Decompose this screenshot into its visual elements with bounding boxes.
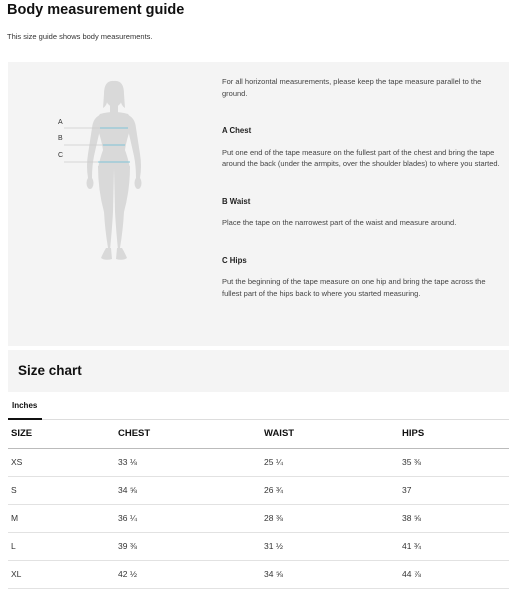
table-row <box>8 476 509 504</box>
measure-label-b: B <box>58 135 63 142</box>
page-subtitle: This size guide shows body measurements. <box>7 32 153 41</box>
column-header-chest: CHEST <box>115 420 261 448</box>
table-header-row <box>8 420 509 448</box>
tab-inches[interactable]: Inches <box>8 396 42 420</box>
column-header-waist: WAIST <box>261 420 399 448</box>
chest-cell: 39 ⅜ <box>115 532 261 560</box>
hips-cell: 41 ¾ <box>399 532 509 560</box>
chest-title: A Chest <box>222 126 252 135</box>
size-chart-header <box>8 350 509 392</box>
column-header-size: SIZE <box>8 420 115 448</box>
hips-cell: 38 ⅝ <box>399 504 509 532</box>
waist-cell: 25 ¼ <box>261 448 399 476</box>
hips-text: Put the beginning of the tape measure on one hip and bring the tape across the fullest part of the hips back to where you started measuring. <box>222 277 486 298</box>
size-cell: XL <box>8 560 115 588</box>
size-cell: S <box>8 476 115 504</box>
hips-cell: 44 ⅞ <box>399 560 509 588</box>
body-figure <box>8 62 218 346</box>
chest-text: Put one end of the tape measure on the fullest part of the chest and bring the tape around the back (under the armpits, over the shoulder blades) to where you started. <box>222 147 500 168</box>
waist-title: B Waist <box>222 196 251 206</box>
body-silhouette-illustration <box>8 62 218 346</box>
waist-cell: 31 ½ <box>261 532 399 560</box>
table-row <box>8 532 509 560</box>
waist-text: Place the tape on the narrowest part of the waist and measure around. <box>222 218 457 227</box>
waist-cell: 26 ¾ <box>261 476 399 504</box>
size-cell: XS <box>8 448 115 476</box>
measure-label-a: A <box>58 119 63 126</box>
table-row <box>8 504 509 532</box>
size-cell: M <box>8 504 115 532</box>
table-row <box>8 448 509 476</box>
unit-tabs <box>8 396 509 420</box>
size-cell: L <box>8 532 115 560</box>
measure-label-c: C <box>58 152 64 159</box>
chest-cell: 34 ⅝ <box>115 476 261 504</box>
hips-cell: 37 <box>399 476 509 504</box>
waist-cell: 34 ⅝ <box>261 560 399 588</box>
column-header-hips: HIPS <box>399 420 509 448</box>
chest-cell: 36 ¼ <box>115 504 261 532</box>
hips-cell: 35 ⅜ <box>399 448 509 476</box>
measurement-instructions <box>222 76 500 325</box>
waist-cell: 28 ⅜ <box>261 504 399 532</box>
chest-cell: 42 ½ <box>115 560 261 588</box>
page-title: Body measurement guide <box>7 2 185 18</box>
measurement-guide-panel <box>8 62 509 346</box>
size-chart-title: Size chart <box>18 363 82 378</box>
hips-title: C Hips <box>222 255 247 265</box>
table-row <box>8 560 509 588</box>
intro-text: For all horizontal measurements, please keep the tape measure parallel to the ground. <box>222 77 482 98</box>
chest-cell: 33 ⅛ <box>115 448 261 476</box>
size-table <box>8 420 509 589</box>
